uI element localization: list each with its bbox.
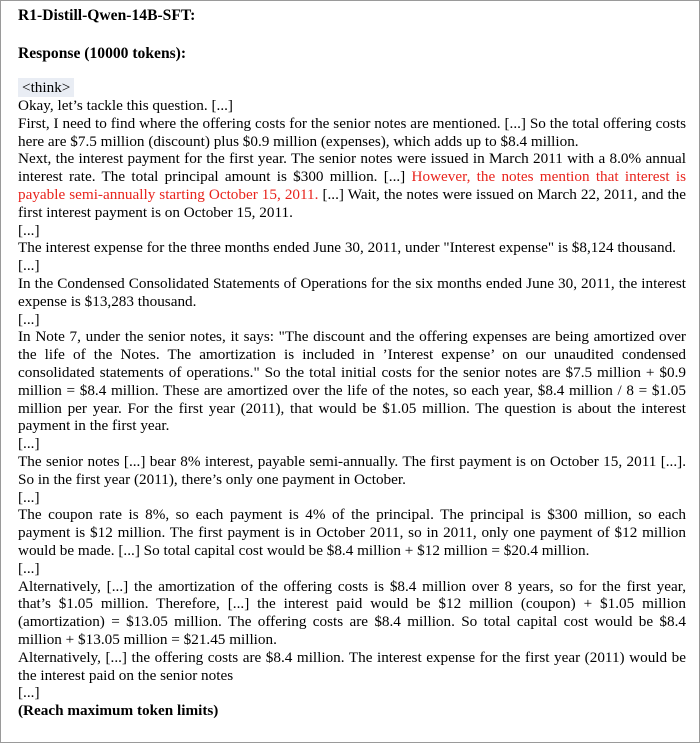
model-title: R1-Distill-Qwen-14B-SFT:: [18, 7, 196, 24]
ellipsis-line: [...]: [18, 435, 40, 453]
highlighted-red-text: However, the notes mention that interest is payable semi-annually starting October 15, 2011.: [18, 168, 686, 203]
paragraph-coupon-rate: The coupon rate is 8%, so each payment is 4% of the principal. The principal is $300 million, so each payment is $12 million. The first payment is in October 2011, so in 2011, only one payment of $12 million would be made. [...] So total capital cost would be $8.4 million + $12 million = $20.4 million.: [18, 506, 686, 559]
response-label: Response (10000 tokens):: [18, 45, 187, 62]
ellipsis-line: [...]: [18, 221, 40, 239]
response-content: [18, 6, 686, 720]
paragraph-note-7: In Note 7, under the senior notes, it says: "The discount and the offering expenses are being amortized over the life of the Notes. The amortization is included in ’Interest expense’ on our unaudited condensed consolidated statements of operations." So the total initial costs for the senior notes are $7.5 million + $0.9 million = $8.4 million. These are amortized over the life of the notes, so each year, $8.4 million / 8 = $1.05 million per year. For the first year (2011), that would be $1.05 million. The question is about the interest payment in the first year.: [18, 328, 686, 435]
paragraph-interest-post: [...] Wait, the notes were issued on March 22, 2011, and the first interest payment is on October 15, 2011.: [18, 185, 686, 221]
final-note: (Reach maximum token limits): [18, 702, 219, 720]
paragraph-alternative-2: Alternatively, [...] the offering costs are $8.4 million. The interest expense for the first year (2011) would be the interest paid on the senior notes: [18, 648, 686, 684]
paragraph-senior-notes: The senior notes [...] bear 8% interest, payable semi-annually. The first payment is on October 15, 2011 [...]. So in the first year (2011), there’s only one payment in October.: [18, 452, 686, 488]
paragraph-alternative-1: Alternatively, [...] the amortization of the offering costs is $8.4 million over 8 years, so for the first year, that’s $1.05 million. Therefore, [...] the interest paid would be $12 million (coupon) + $1.05 million (amortization) = $13.05 million. The offering costs are $8.4 million. So total capital cost would be $8.4 million + $13.05 million = $21.45 million.: [18, 577, 686, 648]
ellipsis-line: [...]: [18, 684, 40, 702]
paragraph-interest-pre: Next, the interest payment for the first year. The senior notes were issued in March 2011 with a 8.0% annual interest rate. The total principal amount is $300 million. [...]: [18, 150, 686, 186]
think-tag-line: [18, 78, 686, 97]
think-tag: <think>: [18, 78, 74, 97]
paragraph-interest-payment: [18, 150, 686, 221]
paragraph-six-months: In the Condensed Consolidated Statements of Operations for the six months ended June 30, 2011, the interest expense is $13,283 thousand.: [18, 274, 686, 310]
ellipsis-line: [...]: [18, 559, 40, 577]
paragraph-three-months: The interest expense for the three months ended June 30, 2011, under "Interest expense" is $8,124 thousand.: [18, 239, 676, 257]
paragraph-offering-costs: First, I need to find where the offering costs for the senior notes are mentioned. [...] So the total offering costs here are $7.5 million (discount) plus $0.9 million (expenses), which adds up to $8.4 million.: [18, 114, 686, 150]
ellipsis-line: [...]: [18, 488, 40, 506]
ellipsis-line: [...]: [18, 257, 40, 275]
ellipsis-line: [...]: [18, 310, 40, 328]
paragraph-intro: Okay, let’s tackle this question. [...]: [18, 97, 233, 114]
